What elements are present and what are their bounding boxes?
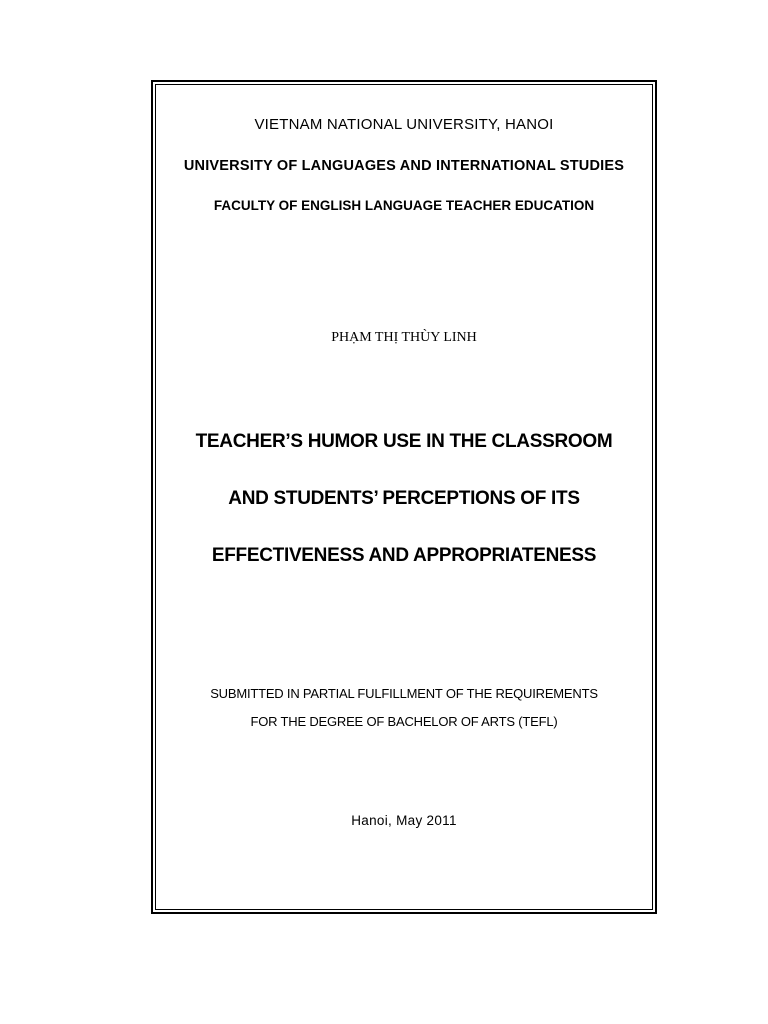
place-and-date: Hanoi, May 2011: [351, 813, 457, 828]
thesis-title-line-1: TEACHER’S HUMOR USE IN THE CLASSROOM: [195, 431, 613, 452]
institution-name: UNIVERSITY OF LANGUAGES AND INTERNATIONAL STUDIES: [183, 158, 625, 174]
thesis-title-line-3: EFFECTIVENESS AND APPROPRIATENESS: [211, 545, 597, 566]
submission-statement-line-2: FOR THE DEGREE OF BACHELOR OF ARTS (TEFL): [250, 714, 558, 729]
submission-statement-line-1: SUBMITTED IN PARTIAL FULFILLMENT OF THE REQUIREMENTS: [210, 686, 598, 701]
university-name: VIETNAM NATIONAL UNIVERSITY, HANOI: [254, 116, 554, 133]
author-name: PHẠM THỊ THÙY LINH: [331, 330, 477, 345]
faculty-name: FACULTY OF ENGLISH LANGUAGE TEACHER EDUCATION: [213, 198, 595, 213]
thesis-title-line-2: AND STUDENTS’ PERCEPTIONS OF ITS: [228, 488, 580, 509]
